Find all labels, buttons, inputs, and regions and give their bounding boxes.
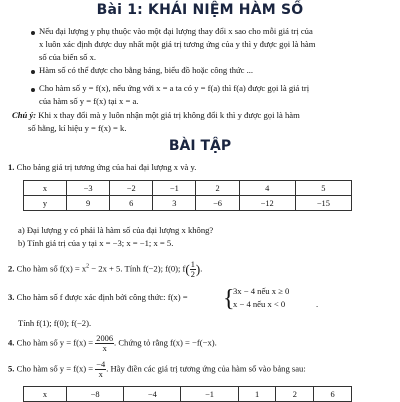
bullet-dot	[31, 31, 35, 35]
theory-line: số của biến số x.	[39, 52, 97, 62]
lesson-title: Bài 1: KHÁI NIỆM HÀM SỐ	[96, 2, 304, 18]
exercise-text: . Chứng tỏ rằng f(x) = −f(−x).	[114, 337, 217, 348]
exercise-number: 2.	[8, 263, 15, 274]
table-cell: 9	[67, 196, 110, 211]
exercise-text: Cho hàm số f được xác định bởi công thức: f(x) =	[14, 292, 188, 302]
table-row	[24, 181, 352, 196]
bullet-dot	[31, 88, 35, 92]
fraction	[95, 334, 114, 353]
fraction	[95, 360, 106, 379]
theory-line: x luôn xác định được duy nhất một giá trị tương ứng của y thì y được gọi là hàm	[39, 39, 316, 49]
table-cell: −6	[196, 196, 239, 211]
exercise-1-part-b: b) Tính giá trị của y tại x = −3; x = −1; x = 5.	[18, 238, 174, 248]
note-text: Khi x thay đổi mà y luôn nhận một giá trị không đổi k thì y được gọi là hàm	[36, 110, 300, 120]
table-cell: 6	[314, 387, 352, 402]
paren: (	[185, 261, 190, 277]
exercise-number: 5.	[8, 363, 15, 374]
table-cell: −2	[110, 181, 153, 196]
exercise-3-prompt	[8, 291, 188, 304]
table-cell: 4	[239, 181, 295, 196]
exponent: 2	[86, 263, 90, 270]
value-table-1	[23, 180, 352, 211]
exercise-text: .	[316, 299, 319, 309]
exercise-number: 1.	[8, 162, 15, 172]
fraction-denominator: x	[102, 344, 107, 353]
table-cell: −15	[295, 196, 351, 211]
piecewise-brace: {	[223, 286, 235, 312]
piecewise-case: x − 4 nếu x < 0	[233, 299, 286, 309]
exercise-number: 3.	[8, 292, 15, 302]
note-line	[12, 109, 300, 122]
table-row	[24, 196, 352, 211]
section-title: BÀI TẬP	[168, 138, 232, 154]
exercise-text: .	[200, 263, 203, 274]
exercise-1-part-a: a) Đại lượng y có phải là hàm số của đại lượng x không?	[18, 225, 214, 235]
exercise-text: Cho hàm số f(x) = x	[14, 263, 87, 274]
exercise-1-prompt	[8, 161, 196, 174]
fraction-numerator: 1	[190, 260, 195, 269]
exercise-text: Cho bảng giá trị tương ứng của hai đại lượng x và y.	[14, 162, 197, 172]
exercise-5-prompt	[8, 360, 306, 379]
note-line: số hằng, kí hiệu y = f(x) = k.	[28, 123, 127, 133]
fraction-numerator: −4	[96, 360, 106, 369]
table-cell: −12	[239, 196, 295, 211]
table-cell: −4	[124, 387, 181, 402]
exercise-text: . Hãy điền các giá trị tương ứng của hàm số vào bảng sau:	[106, 363, 306, 374]
theory-line: Cho hàm số y = f(x), nếu ứng với x = a ta có y = f(a) thì f(a) được gọi là giá trị	[39, 83, 310, 93]
table-cell: x	[24, 387, 67, 402]
piecewise-case: 3x − 4 nếu x ≥ 0	[233, 286, 290, 296]
paren: )	[195, 261, 201, 277]
table-cell: y	[24, 196, 67, 211]
theory-line: Nếu đại lượng y phụ thuộc vào một đại lượng thay đổi x sao cho mỗi giá trị của	[39, 26, 313, 36]
table-cell: x	[24, 181, 67, 196]
table-cell: −1	[153, 181, 196, 196]
table-row	[24, 387, 352, 402]
table-cell: −3	[67, 181, 110, 196]
exercise-number: 4.	[8, 337, 15, 348]
exercise-text: Cho hàm số y = f(x) =	[14, 337, 96, 348]
theory-line: của hàm số y = f(x) tại x = a.	[39, 96, 139, 106]
exercise-2-prompt	[8, 260, 202, 279]
table-cell: −8	[67, 387, 124, 402]
fraction-numerator: 2006	[96, 334, 114, 343]
bullet-dot	[31, 70, 35, 74]
fraction-denominator: x	[98, 370, 103, 379]
table-cell: 6	[110, 196, 153, 211]
note-label: Chú ý:	[12, 110, 37, 120]
exercise-text: − 2x + 5. Tính f(−2); f(0); f	[89, 263, 186, 274]
theory-line: Hàm số có thể được cho bằng bảng, biểu đồ hoặc công thức ...	[39, 65, 254, 75]
exercise-4-prompt	[8, 334, 217, 353]
table-cell: 5	[295, 181, 351, 196]
exercise-3-question: Tính f(1); f(0); f(−2).	[18, 318, 92, 328]
table-cell: 1	[238, 387, 276, 402]
table-cell: −1	[181, 387, 238, 402]
table-cell: 2	[276, 387, 314, 402]
fraction-denominator: 2	[190, 270, 195, 279]
table-cell: 3	[153, 196, 196, 211]
table-cell: 2	[196, 181, 239, 196]
exercise-text: Cho hàm số y = f(x) =	[14, 363, 96, 374]
